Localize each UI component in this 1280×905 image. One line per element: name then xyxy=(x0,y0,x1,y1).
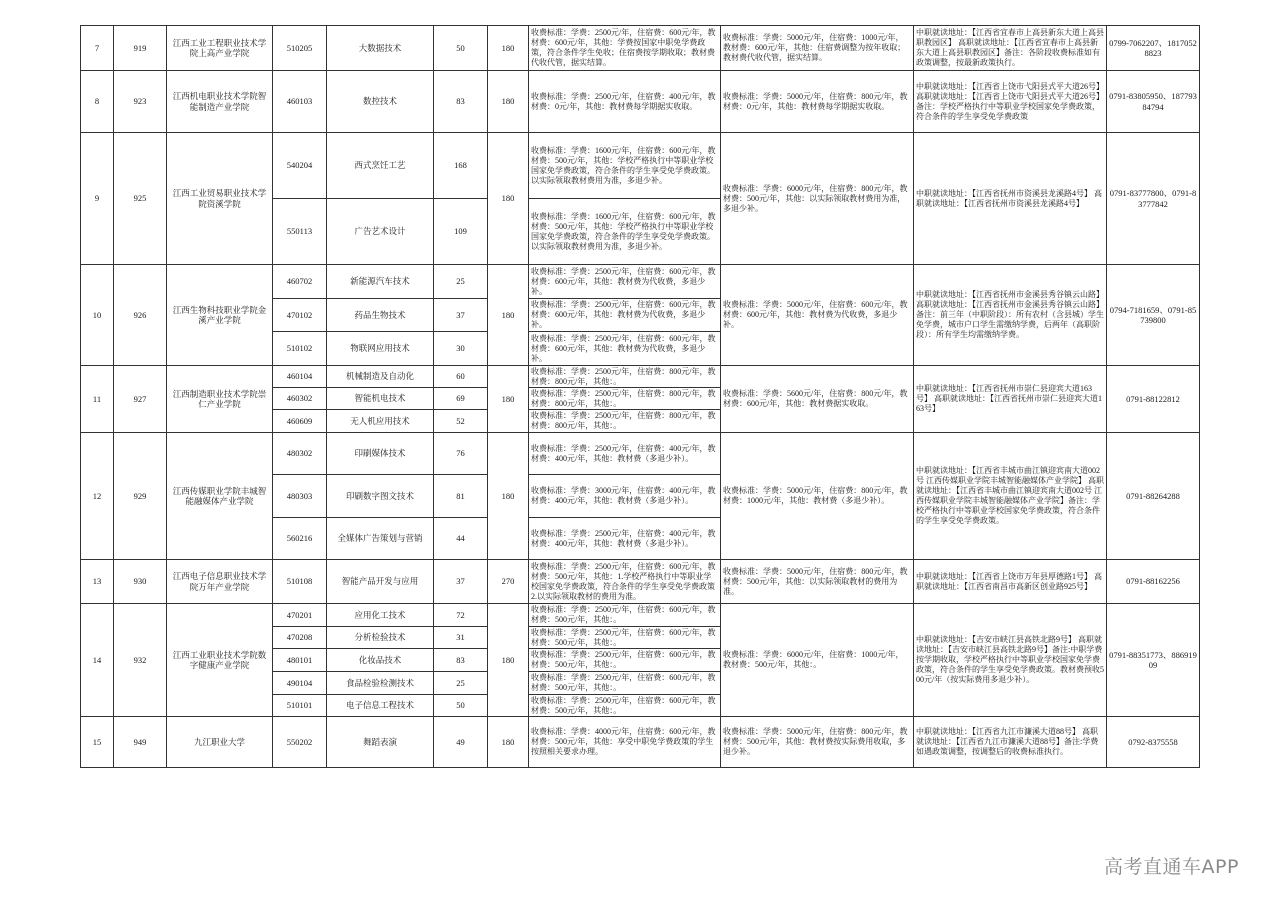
major-code: 470201 xyxy=(273,604,327,627)
major-name: 智能机电技术 xyxy=(327,388,434,410)
enrollment-count: 52 xyxy=(434,410,488,433)
secondary-fee-standard: 收费标准：学费：2500元/年，住宿费：600元/年，教材费：500元/年，其他：。 xyxy=(529,695,721,717)
major-name: 印刷媒体技术 xyxy=(327,433,434,475)
major-code: 480302 xyxy=(273,433,327,475)
school-name: 江西电子信息职业技术学院万年产业学院 xyxy=(167,560,273,604)
enrollment-count: 49 xyxy=(434,717,488,768)
major-name: 智能产品开发与应用 xyxy=(327,560,434,604)
secondary-fee-standard: 收费标准：学费：2500元/年，住宿费：600元/年，教材费：500元/年，其他：1.学校严格执行中等职业学校国家免学费政策，符合条件的学生享受免学费政策2.以实际领取教材的费用为准。 xyxy=(529,560,721,604)
major-code: 510108 xyxy=(273,560,327,604)
major-name: 物联网应用技术 xyxy=(327,332,434,366)
secondary-fee-standard: 收费标准：学费：2500元/年，住宿费：600元/年，教材费：500元/年，其他：。 xyxy=(529,649,721,672)
enrollment-count: 50 xyxy=(434,695,488,717)
school-name: 江西传媒职业学院丰城智能融媒体产业学院 xyxy=(167,433,273,560)
enrollment-count: 31 xyxy=(434,627,488,649)
major-code: 510101 xyxy=(273,695,327,717)
numeric-value-cell: 180 xyxy=(488,604,529,717)
major-code: 540204 xyxy=(273,133,327,199)
major-code: 460302 xyxy=(273,388,327,410)
major-name: 广告艺术设计 xyxy=(327,199,434,265)
school-name: 九江职业大学 xyxy=(167,717,273,768)
institution-code: 923 xyxy=(114,71,167,133)
major-name: 应用化工技术 xyxy=(327,604,434,627)
major-code: 460702 xyxy=(273,265,327,299)
higher-fee-standard: 收费标准：学费：5000元/年，住宿费：1000元/年，教材费：600元/年，其他：住宿费调整为按年收取；教材费代收代管，据实结算。 xyxy=(721,26,914,71)
study-address: 中职就读地址：【江西省抚州市资溪县龙溪路4号】 高职就读地址：【江西省抚州市资溪县龙溪路4号】 xyxy=(914,133,1107,265)
institution-code: 930 xyxy=(114,560,167,604)
table-row xyxy=(81,265,1200,299)
school-name: 江西机电职业技术学院智能制造产业学院 xyxy=(167,71,273,133)
school-name: 江西制造职业技术学院崇仁产业学院 xyxy=(167,366,273,433)
secondary-fee-standard: 收费标准：学费：2500元/年，住宿费：400元/年，教材费：400元/年，其他：教材费（多退少补）。 xyxy=(529,518,721,560)
secondary-fee-standard: 收费标准：学费：2500元/年，住宿费：400元/年，教材费：0元/年，其他：教材费每学期据实收取。 xyxy=(529,71,721,133)
row-number: 11 xyxy=(81,366,114,433)
higher-fee-standard: 收费标准：学费：5000元/年，住宿费：800元/年，教材费：1000元/年，其他：教材费（多退少补）。 xyxy=(721,433,914,560)
school-name: 江西工业贸易职业技术学院资溪学院 xyxy=(167,133,273,265)
contact-phone: 0791-88162256 xyxy=(1107,560,1200,604)
school-name: 江西工业工程职业技术学院上高产业学院 xyxy=(167,26,273,71)
institution-code: 929 xyxy=(114,433,167,560)
major-code: 460103 xyxy=(273,71,327,133)
higher-fee-standard: 收费标准：学费：5600元/年，住宿费：800元/年，教材费：600元/年，其他：教材费据实收取。 xyxy=(721,366,914,433)
study-address: 中职就读地址：【江西省宜春市上高县新东大道上高县职教园区】 高职就读地址：【江西省宜春市上高县新东大道上高县职教园区】备注：各阶段收费标准如有政策调整，按最新政策执行。 xyxy=(914,26,1107,71)
enrollment-count: 168 xyxy=(434,133,488,199)
secondary-fee-standard: 收费标准：学费：1600元/年，住宿费：600元/年，教材费：500元/年，其他：学校严格执行中等职业学校国家免学费政策，符合条件的学生享受免学费政策。以实际领取教材费用为准，多退少补。 xyxy=(529,199,721,265)
higher-fee-standard: 收费标准：学费：5000元/年，住宿费：800元/年，教材费：0元/年，其他：教材费每学期据实收取。 xyxy=(721,71,914,133)
secondary-fee-standard: 收费标准：学费：2500元/年，住宿费：600元/年，教材费：500元/年，其他：。 xyxy=(529,627,721,649)
institution-code: 949 xyxy=(114,717,167,768)
table-row xyxy=(81,366,1200,388)
enrollment-count: 30 xyxy=(434,332,488,366)
enrollment-count: 60 xyxy=(434,366,488,388)
major-code: 550113 xyxy=(273,199,327,265)
major-name: 大数据技术 xyxy=(327,26,434,71)
enrollment-count: 83 xyxy=(434,71,488,133)
major-name: 新能源汽车技术 xyxy=(327,265,434,299)
enrollment-count: 25 xyxy=(434,672,488,695)
row-number: 9 xyxy=(81,133,114,265)
table-row xyxy=(81,433,1200,475)
enrollment-count: 37 xyxy=(434,560,488,604)
major-code: 480303 xyxy=(273,475,327,518)
higher-fee-standard: 收费标准：学费：6000元/年，住宿费：800元/年，教材费：500元/年，其他：以实际领取教材费用为准，多退少补。 xyxy=(721,133,914,265)
institution-code: 919 xyxy=(114,26,167,71)
secondary-fee-standard: 收费标准：学费：4000元/年，住宿费：600元/年，教材费：500元/年，其他：享受中职免学费政策的学生按照相关要求办理。 xyxy=(529,717,721,768)
major-code: 460104 xyxy=(273,366,327,388)
numeric-value-cell: 180 xyxy=(488,71,529,133)
study-address: 中职就读地址：【江西省上饶市万年县厚德路1号】 高职就读地址：【江西省南昌市高新区创业路925号】 xyxy=(914,560,1107,604)
higher-fee-standard: 收费标准：学费：5000元/年，住宿费：600元/年，教材费：600元/年，其他：教材费为代收费，多退少补。 xyxy=(721,265,914,366)
secondary-fee-standard: 收费标准：学费：1600元/年，住宿费：600元/年，教材费：500元/年，其他：学校严格执行中等职业学校国家免学费政策，符合条件的学生享受免学费政策。以实际领取教材费用为准，多退少补。 xyxy=(529,133,721,199)
enrollment-count: 81 xyxy=(434,475,488,518)
major-code: 460609 xyxy=(273,410,327,433)
higher-fee-standard: 收费标准：学费：5000元/年，住宿费：800元/年，教材费：500元/年，其他：以实际领取教材的费用为准。 xyxy=(721,560,914,604)
major-code: 490104 xyxy=(273,672,327,695)
secondary-fee-standard: 收费标准：学费：2500元/年，住宿费：800元/年，教材费：800元/年，其他：。 xyxy=(529,410,721,433)
contact-phone: 0791-83805950、18779384794 xyxy=(1107,71,1200,133)
school-name: 江西工业职业技术学院数字健康产业学院 xyxy=(167,604,273,717)
numeric-value-cell: 180 xyxy=(488,26,529,71)
major-code: 550202 xyxy=(273,717,327,768)
contact-phone: 0794-7181659、0791-85739800 xyxy=(1107,265,1200,366)
secondary-fee-standard: 收费标准：学费：2500元/年，住宿费：600元/年，教材费：500元/年，其他：。 xyxy=(529,604,721,627)
contact-phone: 0791-88122812 xyxy=(1107,366,1200,433)
table-row xyxy=(81,604,1200,627)
contact-phone: 0791-88264288 xyxy=(1107,433,1200,560)
contact-phone: 0799-7062207、18170528823 xyxy=(1107,26,1200,71)
study-address: 中职就读地址：【江西省丰城市曲江镇迎宾南大道002号 江西传媒职业学院丰城智能融媒体产业学院】 高职就读地址：【江西省丰城市曲江镇迎宾南大道002号 江西传媒职业学院丰城智能融媒体产业学院】备注：学校严格执行中等职业学校国家免学费政策，符合条件的学生享受免学费政策。 xyxy=(914,433,1107,560)
numeric-value-cell: 180 xyxy=(488,265,529,366)
row-number: 14 xyxy=(81,604,114,717)
table-row xyxy=(81,133,1200,199)
table-row xyxy=(81,560,1200,604)
numeric-value-cell: 180 xyxy=(488,717,529,768)
study-address: 中职就读地址：【吉安市峡江县高铁北路9号】 高职就读地址：【吉安市峡江县高铁北路9号】备注:中职学费按学期收取，学校严格执行中等职业学校国家免学费政策，符合条件的学生享受免学费政策。教材费预收500元/年（按实际费用多退少补）。 xyxy=(914,604,1107,717)
contact-phone: 0791-88351773、88691909 xyxy=(1107,604,1200,717)
enrollment-count: 109 xyxy=(434,199,488,265)
secondary-fee-standard: 收费标准：学费：2500元/年，住宿费：600元/年，教材费：600元/年，其他：教材费为代收费，多退少补。 xyxy=(529,299,721,332)
secondary-fee-standard: 收费标准：学费：2500元/年，住宿费：800元/年，教材费：800元/年，其他：。 xyxy=(529,388,721,410)
row-number: 12 xyxy=(81,433,114,560)
table-body xyxy=(81,26,1200,768)
major-code: 560216 xyxy=(273,518,327,560)
major-name: 药品生物技术 xyxy=(327,299,434,332)
enrollment-count: 76 xyxy=(434,433,488,475)
enrollment-count: 50 xyxy=(434,26,488,71)
secondary-fee-standard: 收费标准：学费：2500元/年，住宿费：400元/年，教材费：400元/年，其他：教材费（多退少补）。 xyxy=(529,433,721,475)
study-address: 中职就读地址：【江西省抚州市崇仁县迎宾大道163号】 高职就读地址：【江西省抚州市崇仁县迎宾大道163号】 xyxy=(914,366,1107,433)
contact-phone: 0791-83777800、0791-83777842 xyxy=(1107,133,1200,265)
major-code: 510102 xyxy=(273,332,327,366)
major-name: 机械制造及自动化 xyxy=(327,366,434,388)
row-number: 15 xyxy=(81,717,114,768)
enrollment-count: 69 xyxy=(434,388,488,410)
major-name: 食品检验检测技术 xyxy=(327,672,434,695)
higher-fee-standard: 收费标准：学费：6000元/年，住宿费：1000元/年，教材费：500元/年，其他：。 xyxy=(721,604,914,717)
major-code: 480101 xyxy=(273,649,327,672)
secondary-fee-standard: 收费标准：学费：2500元/年，住宿费：600元/年，教材费：600元/年，其他：教材费为代收费，多退少补。 xyxy=(529,265,721,299)
major-name: 电子信息工程技术 xyxy=(327,695,434,717)
major-code: 470208 xyxy=(273,627,327,649)
watermark-text: 高考直通车APP xyxy=(1104,856,1239,878)
secondary-fee-standard: 收费标准：学费：2500元/年，住宿费：600元/年，教材费：500元/年，其他：。 xyxy=(529,672,721,695)
study-address: 中职就读地址：【江西省九江市濂溪大道88号】 高职就读地址：【江西省九江市濂溪大道88号】备注:学费如遇政策调整，按调整后的收费标准执行。 xyxy=(914,717,1107,768)
major-name: 西式烹饪工艺 xyxy=(327,133,434,199)
table-row xyxy=(81,717,1200,768)
enrollment-table xyxy=(80,25,1200,768)
row-number: 13 xyxy=(81,560,114,604)
enrollment-count: 25 xyxy=(434,265,488,299)
major-name: 舞蹈表演 xyxy=(327,717,434,768)
major-name: 化妆品技术 xyxy=(327,649,434,672)
institution-code: 927 xyxy=(114,366,167,433)
table-row xyxy=(81,26,1200,71)
secondary-fee-standard: 收费标准：学费：2500元/年，住宿费：600元/年，教材费：600元/年，其他：教材费为代收费，多退少补。 xyxy=(529,332,721,366)
major-code: 510205 xyxy=(273,26,327,71)
institution-code: 926 xyxy=(114,265,167,366)
major-name: 全媒体广告策划与营销 xyxy=(327,518,434,560)
row-number: 8 xyxy=(81,71,114,133)
numeric-value-cell: 180 xyxy=(488,133,529,265)
enrollment-count: 44 xyxy=(434,518,488,560)
table-row xyxy=(81,71,1200,133)
major-name: 分析检验技术 xyxy=(327,627,434,649)
contact-phone: 0792-8375558 xyxy=(1107,717,1200,768)
secondary-fee-standard: 收费标准：学费：2500元/年，住宿费：800元/年，教材费：800元/年，其他：。 xyxy=(529,366,721,388)
numeric-value-cell: 270 xyxy=(488,560,529,604)
enrollment-count: 72 xyxy=(434,604,488,627)
enrollment-count: 83 xyxy=(434,649,488,672)
school-name: 江西生物科技职业学院金溪产业学院 xyxy=(167,265,273,366)
institution-code: 925 xyxy=(114,133,167,265)
row-number: 7 xyxy=(81,26,114,71)
study-address: 中职就读地址：【江西省上饶市弋阳县式平大道26号】 高职就读地址：【江西省上饶市弋阳县式平大道26号】备注：学校严格执行中等职业学校国家免学费政策，符合条件的学生享受免学费政策 xyxy=(914,71,1107,133)
major-name: 印刷数字图文技术 xyxy=(327,475,434,518)
higher-fee-standard: 收费标准：学费：5000元/年，住宿费：800元/年，教材费：500元/年，其他：教材费按实际费用收取，多退少补。 xyxy=(721,717,914,768)
major-name: 无人机应用技术 xyxy=(327,410,434,433)
major-code: 470102 xyxy=(273,299,327,332)
secondary-fee-standard: 收费标准：学费：2500元/年，住宿费：600元/年，教材费：600元/年，其他：学费按国家中职免学费政策，符合条件学生免收；住宿费按学期收取；教材费代收代管，据实结算。 xyxy=(529,26,721,71)
numeric-value-cell: 180 xyxy=(488,433,529,560)
row-number: 10 xyxy=(81,265,114,366)
institution-code: 932 xyxy=(114,604,167,717)
numeric-value-cell: 180 xyxy=(488,366,529,433)
secondary-fee-standard: 收费标准：学费：3000元/年，住宿费：400元/年，教材费：400元/年，其他：教材费（多退少补）。 xyxy=(529,475,721,518)
study-address: 中职就读地址：【江西省抚州市金溪县秀谷镇云山路】 高职就读地址：【江西省抚州市金溪县秀谷镇云山路】备注：前三年（中职阶段）：所有农村（含县城）学生免学费，城市户口学生需缴纳学费，后两年（高职阶段）：所有学生均需缴纳学费。 xyxy=(914,265,1107,366)
major-name: 数控技术 xyxy=(327,71,434,133)
enrollment-count: 37 xyxy=(434,299,488,332)
